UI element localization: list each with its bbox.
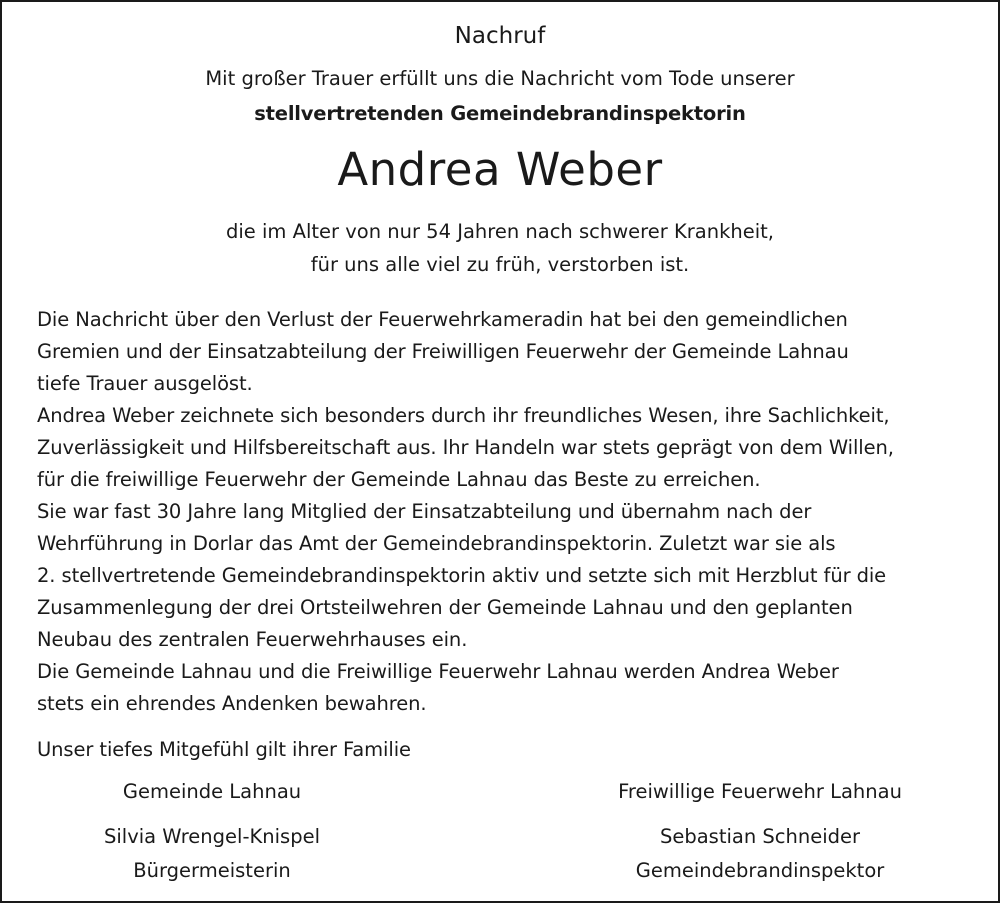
age-line-1: die im Alter von nur 54 Jahren nach schwerer Krankheit, xyxy=(226,220,774,243)
notice-heading: Nachruf xyxy=(454,23,546,49)
deceased-rank: stellvertretenden Gemeindebrandinspektorin xyxy=(254,102,746,125)
body-line: Neubau des zentralen Feuerwehrhauses ein. xyxy=(37,628,468,651)
signature-person: Silvia Wrengel-Knispel xyxy=(103,825,320,848)
body-line: Zusammenlegung der drei Ortsteilwehren der Gemeinde Lahnau und den geplanten xyxy=(37,596,853,619)
signature-role: Gemeindebrandinspektor xyxy=(635,859,885,882)
signature-person: Sebastian Schneider xyxy=(659,825,861,848)
body-line: Sie war fast 30 Jahre lang Mitglied der Einsatzabteilung und übernahm nach der xyxy=(37,500,812,523)
signature-organization: Freiwillige Feuerwehr Lahnau xyxy=(618,780,902,803)
body-line: für die freiwillige Feuerwehr der Gemeinde Lahnau das Beste zu erreichen. xyxy=(37,468,761,491)
signature-block-fire-brigade xyxy=(560,775,960,888)
deceased-name: Andrea Weber xyxy=(337,143,663,196)
signature-role: Bürgermeisterin xyxy=(133,859,291,882)
body-line: Die Nachricht über den Verlust der Feuerwehrkameradin hat bei den gemeindlichen xyxy=(37,308,848,331)
body-line: Die Gemeinde Lahnau und die Freiwillige Feuerwehr Lahnau werden Andrea Weber xyxy=(37,660,839,683)
body-line: tiefe Trauer ausgelöst. xyxy=(37,372,253,395)
intro-text: Mit großer Trauer erfüllt uns die Nachricht vom Tode unserer xyxy=(205,67,795,90)
notice-body xyxy=(37,304,977,766)
signature-block-municipality xyxy=(62,775,362,888)
body-line: stets ein ehrendes Andenken bewahren. xyxy=(37,692,427,715)
body-line: Wehrführung in Dorlar das Amt der Gemeindebrandinspektorin. Zuletzt war sie als xyxy=(37,532,836,555)
body-line: Andrea Weber zeichnete sich besonders durch ihr freundliches Wesen, ihre Sachlichkeit, xyxy=(37,404,890,427)
signature-organization: Gemeinde Lahnau xyxy=(122,780,302,803)
body-line: 2. stellvertretende Gemeindebrandinspektorin aktiv und setzte sich mit Herzblut für die xyxy=(37,564,887,587)
body-line: Gremien und der Einsatzabteilung der Freiwilligen Feuerwehr der Gemeinde Lahnau xyxy=(37,340,849,363)
body-line: Zuverlässigkeit und Hilfsbereitschaft aus. Ihr Handeln war stets geprägt von dem Willen, xyxy=(37,436,894,459)
age-line-2: für uns alle viel zu früh, verstorben ist. xyxy=(310,253,690,276)
condolence-line: Unser tiefes Mitgefühl gilt ihrer Familie xyxy=(37,738,411,761)
